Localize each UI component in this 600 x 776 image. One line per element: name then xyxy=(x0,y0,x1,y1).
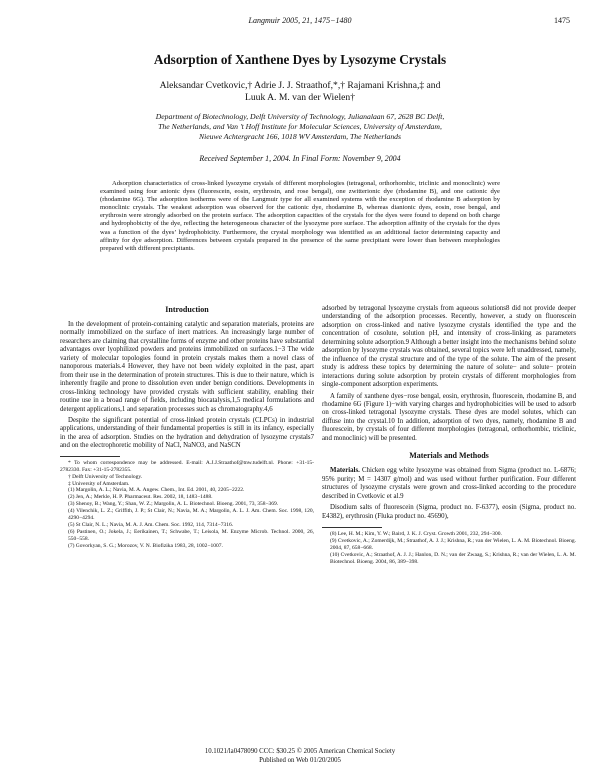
reference-item: (9) Cvetkovic, A.; Zomerdijk, M.; Straathof, A. J. J.; Krishna, R.; van der Wielen, L. A. M. Biotechnol. Bioeng. 2004, 87, 658−668. xyxy=(330,537,576,551)
abstract: Adsorption characteristics of cross-linked lysozyme crystals of different morphologies (tetragonal, orthorhombic, triclinic and monoclinic) were examined using four anionic dyes (fluorescein, eosin, erythrosin, and rose bengal), one zwitterionic dye (rhodamine B), and one cationic dye (rhodamine 6G). The adsorption isotherms were of the Langmuir type for all examined systems with the exception of rhodamine B adsorption by monoclinic crystals. The weakest adsorption was observed for the cationic dye, rhodamine B, whereas dianionic dyes, eosin, rose bengal, and erythrosin were strongly adsorbed on the protein surface. The adsorption capacities of the crystals for the dyes were found to depend on both charge and hydrophobicity of the dye, reflecting the heterogeneous character of the lysozyme pore surface. The adsorption affinity of the crystals for the dyes was a function of the dyes’ hydrophobicity. Furthermore, the crystal morphology was identified as an additional factor determining capacity and affinity for dye adsorption. Differences between crystals prepared in the presence of the same precipitant were lower than between morphologies prepared with different precipitants. xyxy=(100,180,500,252)
affiliation-line: Nieuwe Achtergracht 166, 1018 WV Amsterdam, The Netherlands xyxy=(198,132,402,141)
right-column xyxy=(322,305,576,566)
reference-item: (8) Lee, H. M.; Kim, Y. W.; Baird, J. K. J. Cryst. Growth 2001, 232, 294−300. xyxy=(330,530,502,537)
footnote-divider xyxy=(60,456,120,457)
reference-item: (4) Vilenchik, L. Z.; Griffith, J. P.; St Clair, N.; Navia, M. A.; Margolin, A. L. J. Am. Chem. Soc. 1998, 120, 4290−4294. xyxy=(68,508,314,522)
reference-item: (2) Jen, A.; Merkle, H. P. Pharmaceut. Res. 2002, 18, 1483−1488. xyxy=(68,494,213,501)
footnote: † Delft University of Technology. xyxy=(68,473,143,480)
affiliations xyxy=(60,112,540,142)
reference-item: (3) Shenoy, B.; Wang, Y.; Shan, W. Z.; Margolin, A. L. Biotechnol. Bioeng. 2001, 73, 358−369. xyxy=(68,501,279,508)
paper-title: Adsorption of Xanthene Dyes by Lysozyme Crystals xyxy=(153,52,447,67)
left-column xyxy=(60,305,314,550)
intro-paragraph: A family of xanthene dyes−rose bengal, eosin, erythrosin, fluorescein, rhodamine B, and rhodamine 6G (Figure 1)−with varying charges and hydrophobicities will be used to adsorb on cross-linked tetragonal lysozyme crystals. These dyes are model solutes, which can diffuse into the crystal.10 In addition, adsorption of two dyes, namely, rhodamine B and fluorescein, by crystals of four different morphologies (tetragonal, orthorhombic, triclinic, and monoclinic) will be presented. xyxy=(322,392,576,442)
methods-paragraph-text: Chicken egg white lysozyme was obtained from Sigma (product no. L-6876; 95% purity; M = 14307 g/mol) and was used without further purification. Four different structures of lysozyme crystals were grown and cross-linked according to the procedure described in Cvetkovic et al.9 xyxy=(322,467,576,500)
intro-paragraph-continued: adsorbed by tetragonal lysozyme crystals from aqueous solutions8 did not provide deeper understanding of the adsorption processes. Recently, however, a study on fluorescein adsorption on cross-linked and native lysozyme crystals identified the type and the concentration of cosolute, solution pH, and intensity of cross-linking as parameters determining solute adsorption.9 Although a better insight into the mechanisms behind solute adsorption by lysozyme crystals was obtained, several topics were left unaddressed, namely, the influence of the crystal structure and of the type of the solute. The aim of the present study is address these topics by determining the nature of solute− and solute− protein interactions during solute adsorption by protein crystals of different morphologies from single-component adsorption experiments. xyxy=(322,305,576,389)
footnote: ‡ University of Amsterdam. xyxy=(68,480,130,487)
author-line: Luuk A. M. van der Wielen† xyxy=(244,92,355,103)
reference-item: (1) Margolin, A. L.; Navia, M. A. Angew. Chem., Int. Ed. 2001, 40, 2205−2222. xyxy=(68,487,245,494)
intro-paragraph: In the development of protein-containing catalytic and separation materials, proteins are normally immobilized on the surface of inert matrices. An increasingly large number of researchers are claiming that crystalline forms of enzyme and other proteins have substantial advantages over lyophilized powders and proteins immobilized on surfaces.1−3 The wide variety of molecular topologies found in protein crystals makes them a novel class of nanoporous materials.4 However, they have not been widely exploited in the past, apart from their use in the determination of protein structures. This is due to their nature, which is inherently fragile and prone to dissolution even under benign conditions. Developments in cross-linking technology have provided crystals with sufficient stability, enabling their routine use in a broad range of fields, including biocatalysis,1,5 medical formulations and detergent applications,1 and separation processes such as chromatography.4,6 xyxy=(60,321,314,413)
footnote-divider xyxy=(322,527,382,528)
reference-list-left xyxy=(60,487,314,549)
runin-heading-materials: Materials. xyxy=(330,467,360,475)
affiliation-line: The Netherlands, and Van ’t Hoff Institute for Molecular Sciences, University of Amsterdam, xyxy=(158,122,442,131)
page-footer xyxy=(60,748,540,765)
running-header xyxy=(30,14,570,28)
reference-list-right xyxy=(322,531,576,566)
page-number: 1475 xyxy=(554,16,570,25)
author-list xyxy=(60,80,540,104)
reference-item: (5) St Clair, N. L.; Navia, M. A. J. Am. Chem. Soc. 1992, 114, 7314−7316. xyxy=(68,521,234,528)
footnote: * To whom correspondence may be addressed. E-mail: A.J.J.Straathof@tnw.tudelft.nl. Phone: +31-15-2782330. Fax: +31-15-2782355. xyxy=(60,459,314,473)
affiliation-line: Department of Biotechnology, Delft University of Technology, Julianalaan 67, 2628 BC Delft, xyxy=(155,112,445,121)
methods-paragraph: Disodium salts of fluorescein (Sigma, product no. F-6377), eosin (Sigma, product no. E4382), erythrosin (Fluka product no. 45690), xyxy=(322,504,576,520)
methods-section xyxy=(322,467,576,521)
received-dates: Received September 1, 2004. In Final Form: November 9, 2004 xyxy=(199,154,401,163)
published-date-line: Published on Web 01/20/2005 xyxy=(259,756,341,764)
intro-paragraph: Despite the significant potential of cross-linked protein crystals (CLPCs) in industrial applications, understanding of their fundamental properties is still in its infancy, especially in the area of adsorption. Studies on the hydration and dehydration of lysozyme crystals7 and on the electrophoretic mobility of NaCl, NaNO3, and NaSCN xyxy=(60,416,314,450)
section-heading-introduction: Introduction xyxy=(165,305,209,314)
section-heading-methods: Materials and Methods xyxy=(409,451,489,461)
reference-item: (10) Cvetkovic, A.; Straathof, A. J. J.; Hanlon, D. N.; van der Zwaag, S.; Krishna, R.; van der Wielen, L. A. M. Biotechnol. Bioeng. 2004, 86, 389−398. xyxy=(330,551,576,565)
methods-paragraph xyxy=(322,467,576,501)
doi-copyright-line: 10.1021/la0478090 CCC: $30.25 © 2005 American Chemical Society xyxy=(204,748,396,755)
reference-item: (7) Govorkyan, S. G.; Morozov, V. N. Biofizika 1983, 28, 1002−1007. xyxy=(68,542,223,549)
journal-citation: Langmuir 2005, 21, 1475−1480 xyxy=(248,16,352,25)
reference-item: (6) Pastinen, O.; Jokela, J.; Eerikainen, T.; Schwabe, T.; Leisola, M. Enzyme Microb. Technol. 2000, 26, 550−558. xyxy=(68,528,314,542)
author-line: Aleksandar Cvetkovic,† Adrie J. J. Straathof,*,† Rajamani Krishna,‡ and xyxy=(159,80,441,91)
